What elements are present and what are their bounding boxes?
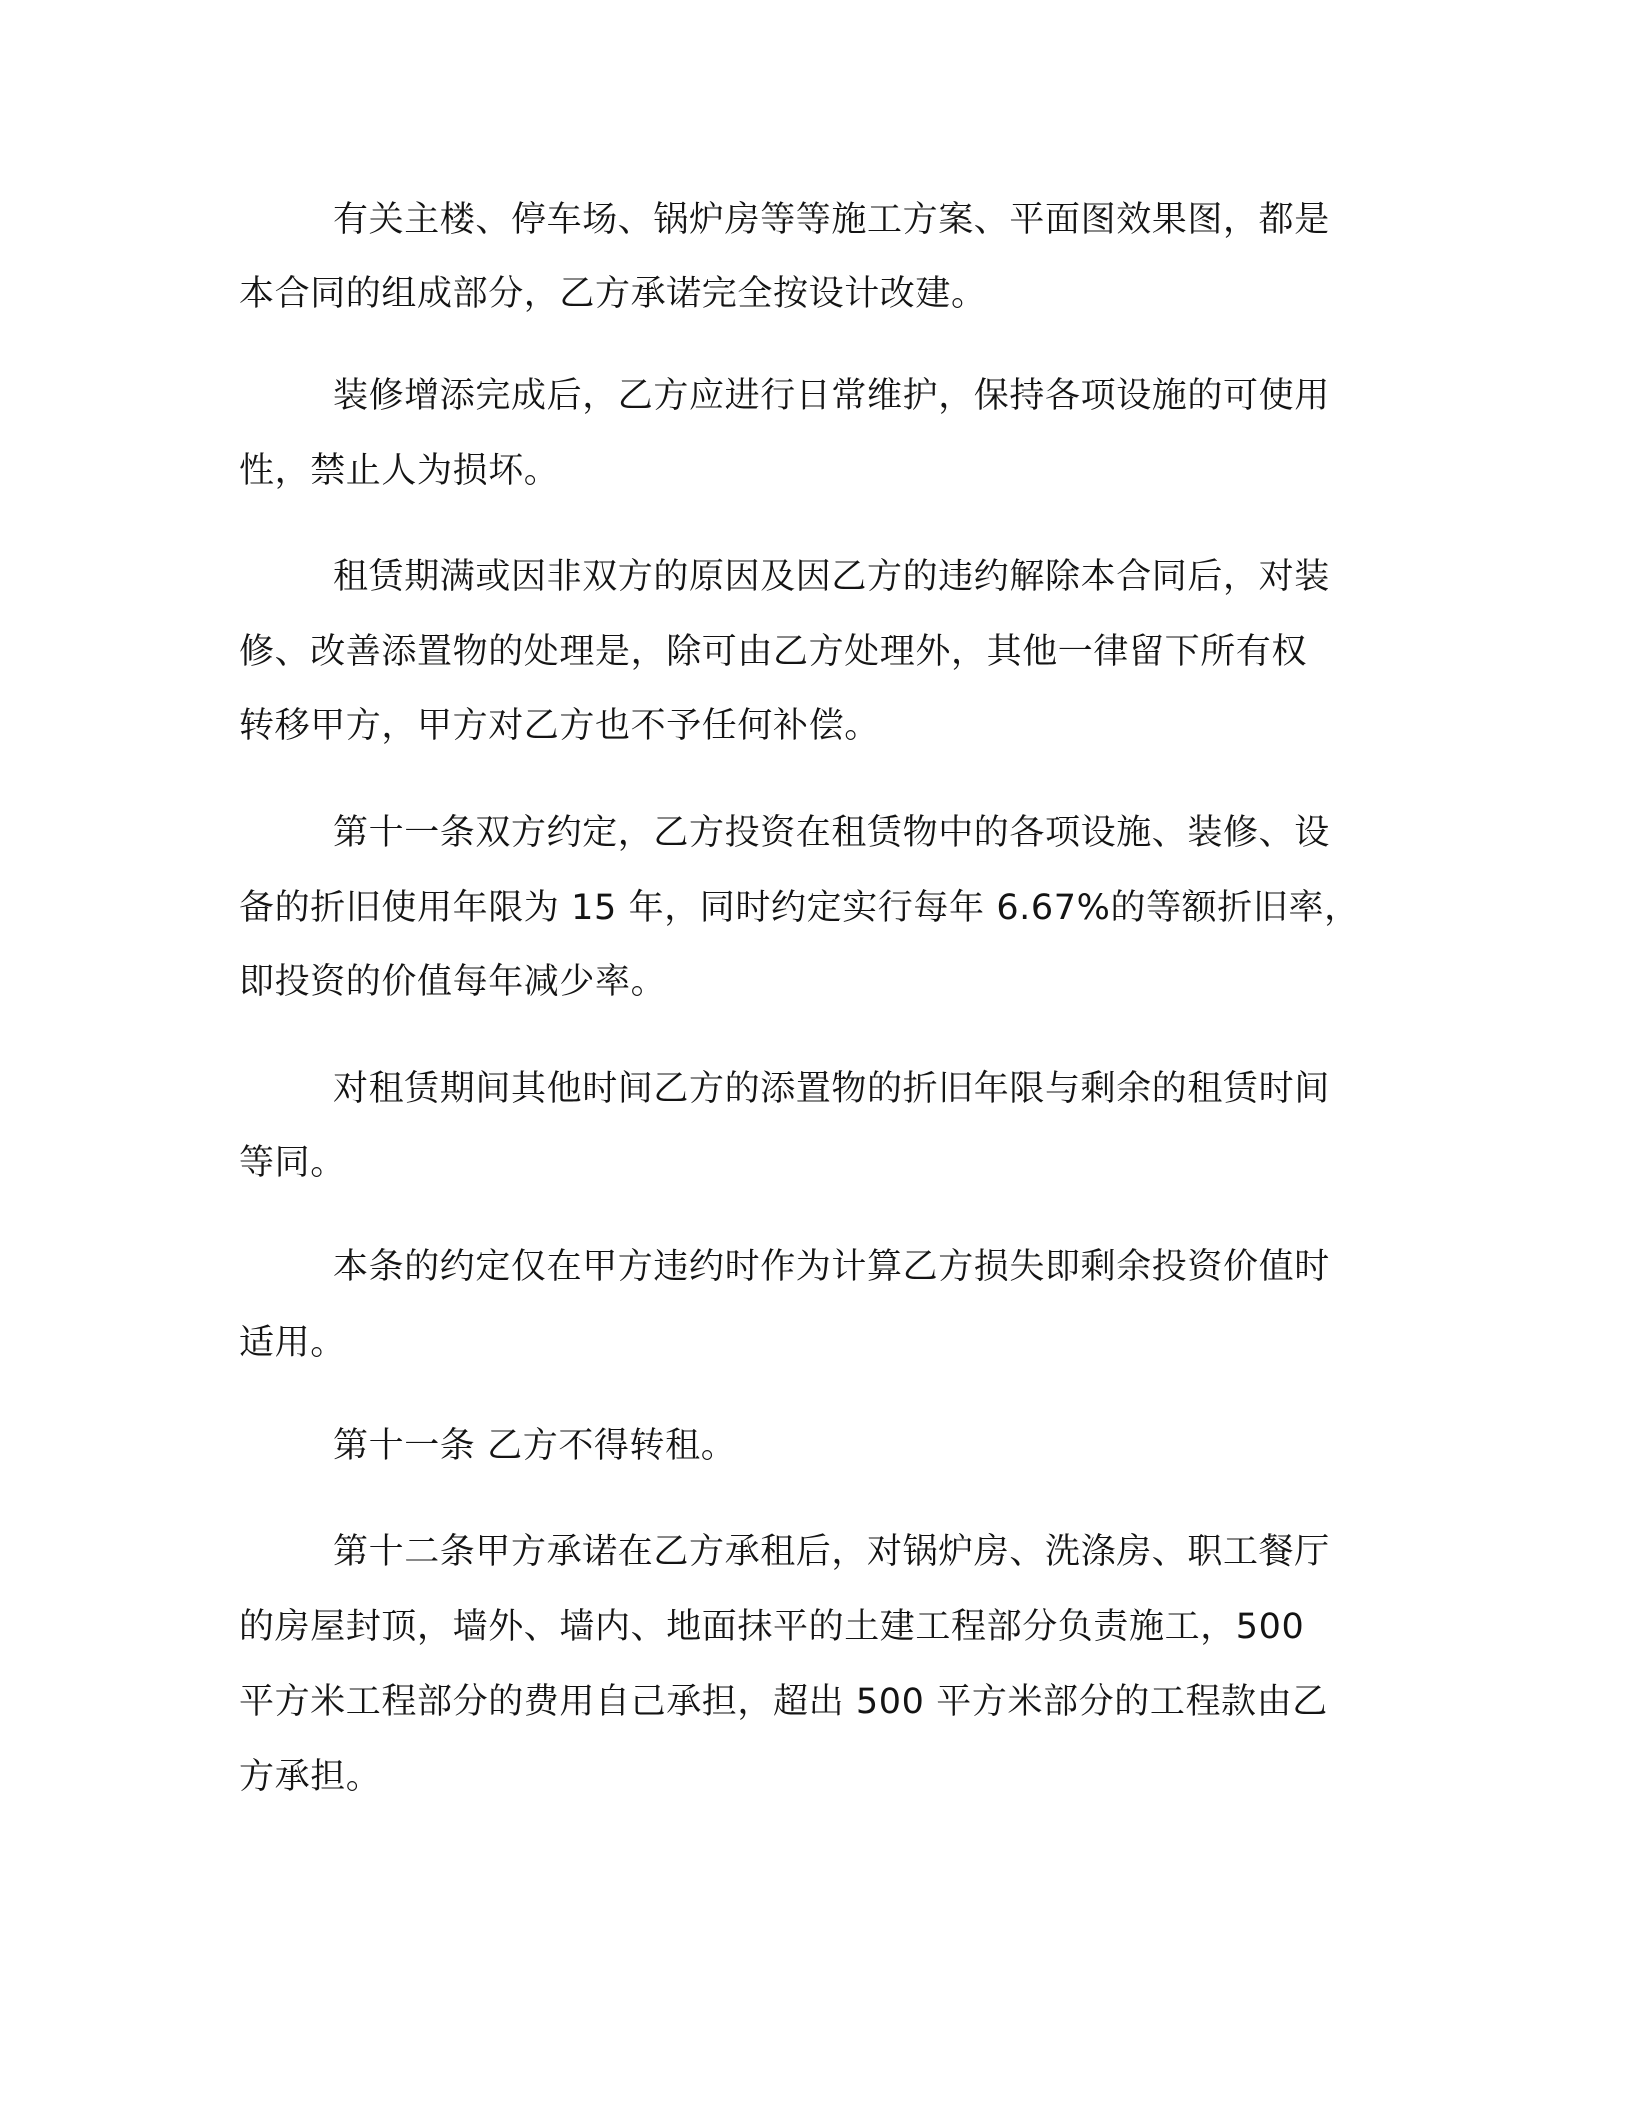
paragraph-4-line-2: 备的折旧使用年限为 15 年，同时约定实行每年 6.67%的等额折旧率， xyxy=(239,888,1360,928)
paragraph-2-line-1: 装修增添完成后，乙方应进行日常维护，保持各项设施的可使用 xyxy=(333,376,1330,416)
paragraph-6-line-2: 适用。 xyxy=(239,1323,346,1363)
paragraph-1-line-1: 有关主楼、停车场、锅炉房等等施工方案、平面图效果图，都是 xyxy=(333,200,1330,240)
paragraph-7-line-1: 第十一条 乙方不得转租。 xyxy=(333,1426,737,1466)
paragraph-8-line-3: 平方米工程部分的费用自己承担，超出 500 平方米部分的工程款由乙 xyxy=(239,1682,1328,1722)
paragraph-3-line-3: 转移甲方，甲方对乙方也不予任何补偿。 xyxy=(239,706,880,746)
paragraph-1-line-2: 本合同的组成部分，乙方承诺完全按设计改建。 xyxy=(239,274,987,314)
paragraph-8-line-1: 第十二条甲方承诺在乙方承租后，对锅炉房、洗涤房、职工餐厅 xyxy=(333,1532,1330,1572)
paragraph-8-line-2: 的房屋封顶，墙外、墙内、地面抹平的土建工程部分负责施工，500 xyxy=(239,1607,1305,1647)
paragraph-3-line-2: 修、改善添置物的处理是，除可由乙方处理外，其他一律留下所有权 xyxy=(239,632,1308,672)
paragraph-5-line-1: 对租赁期间其他时间乙方的添置物的折旧年限与剩余的租赁时间 xyxy=(333,1069,1330,1109)
paragraph-2-line-2: 性，禁止人为损坏。 xyxy=(239,451,560,491)
paragraph-4-line-1: 第十一条双方约定，乙方投资在租赁物中的各项设施、装修、设 xyxy=(333,813,1330,853)
paragraph-3-line-1: 租赁期满或因非双方的原因及因乙方的违约解除本合同后，对装 xyxy=(333,557,1330,597)
paragraph-6-line-1: 本条的约定仅在甲方违约时作为计算乙方损失即剩余投资价值时 xyxy=(333,1247,1330,1287)
paragraph-8-line-4: 方承担。 xyxy=(239,1757,382,1797)
paragraph-4-line-3: 即投资的价值每年减少率。 xyxy=(239,962,667,1002)
paragraph-5-line-2: 等同。 xyxy=(239,1143,346,1183)
